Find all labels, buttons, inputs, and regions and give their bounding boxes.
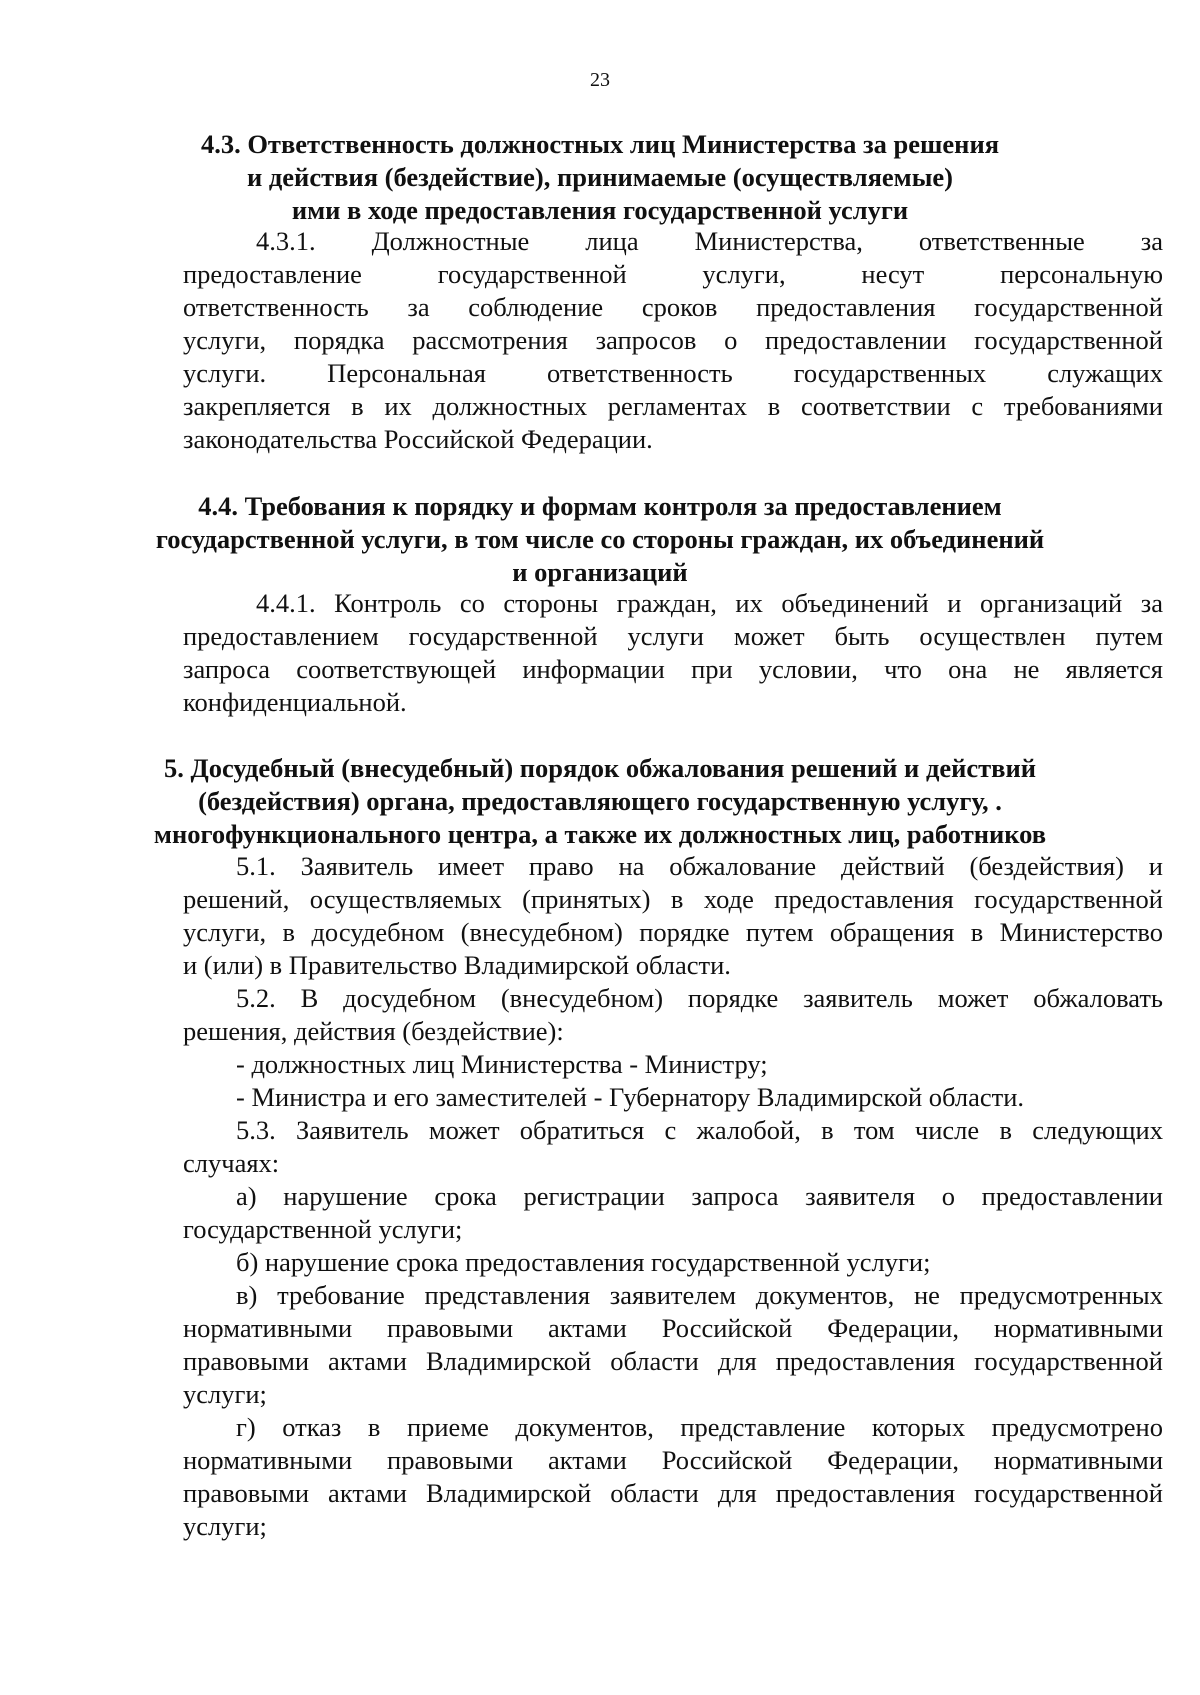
- section-4-3-heading: [0, 128, 1200, 227]
- heading-line: ими в ходе предоставления государственной услуги: [291, 195, 909, 225]
- paragraph-line: случаях:: [183, 1148, 280, 1178]
- heading-line: и организаций: [512, 557, 688, 587]
- paragraph-line: услуги. Персональная ответственность государственных служащих: [183, 358, 1163, 388]
- paragraph-line: 5.1. Заявитель имеет право на обжалование действий (бездействия) и: [236, 851, 1163, 881]
- heading-line: 5. Досудебный (внесудебный) порядок обжалования решений и действий: [163, 753, 1037, 783]
- list-item: б) нарушение срока предоставления государственной услуги;: [236, 1247, 931, 1277]
- paragraph-line: предоставлением государственной услуги может быть осуществлен путем: [183, 621, 1163, 651]
- paragraph-line: услуги;: [183, 1511, 267, 1541]
- list-item: г) отказ в приеме документов, представление которых предусмотрено: [236, 1412, 1163, 1442]
- page-number: 23: [590, 69, 610, 91]
- heading-line: (бездействия) органа, предоставляющего государственную услугу, .: [198, 786, 1002, 816]
- paragraph-line: законодательства Российской Федерации.: [183, 424, 653, 454]
- paragraph-line: нормативными правовыми актами Российской Федерации, нормативными: [183, 1313, 1163, 1343]
- paragraph-line: услуги, в досудебном (внесудебном) порядке путем обращения в Министерство: [183, 917, 1163, 947]
- paragraph-line: и (или) в Правительство Владимирской области.: [183, 950, 731, 980]
- paragraph-line: решения, действия (бездействие):: [183, 1016, 564, 1046]
- paragraph-line: предоставление государственной услуги, несут персональную: [183, 259, 1163, 289]
- heading-line: и действия (бездействие), принимаемые (осуществляемые): [247, 162, 953, 192]
- heading-line: 4.4. Требования к порядку и формам контроля за предоставлением: [198, 491, 1002, 521]
- list-item: - должностных лиц Министерства - Министру;: [236, 1049, 768, 1079]
- paragraph-line: услуги, порядка рассмотрения запросов о предоставлении государственной: [183, 325, 1163, 355]
- paragraph-line: 4.3.1. Должностные лица Министерства, ответственные за: [256, 226, 1163, 256]
- list-item: а) нарушение срока регистрации запроса заявителя о предоставлении: [236, 1181, 1163, 1211]
- paragraph-line: решений, осуществляемых (принятых) в ходе предоставления государственной: [183, 884, 1163, 914]
- paragraph-line: 4.4.1. Контроль со стороны граждан, их объединений и организаций за: [256, 588, 1163, 618]
- section-4-4-heading: [0, 490, 1200, 589]
- list-item: - Министра и его заместителей - Губернатору Владимирской области.: [236, 1082, 1024, 1112]
- paragraph-line: конфиденциальной.: [183, 687, 407, 717]
- paragraph-line: правовыми актами Владимирской области для предоставления государственной: [183, 1478, 1163, 1508]
- paragraph-line: правовыми актами Владимирской области для предоставления государственной: [183, 1346, 1163, 1376]
- section-5-heading: [0, 752, 1200, 851]
- paragraph-line: нормативными правовыми актами Российской Федерации, нормативными: [183, 1445, 1163, 1475]
- paragraph-line: государственной услуги;: [183, 1214, 463, 1244]
- paragraph-line: закрепляется в их должностных регламентах в соответствии с требованиями: [183, 391, 1163, 421]
- paragraph-line: ответственность за соблюдение сроков предоставления государственной: [183, 292, 1163, 322]
- heading-line: государственной услуги, в том числе со стороны граждан, их объединений: [155, 524, 1045, 554]
- paragraph-line: 5.2. В досудебном (внесудебном) порядке заявитель может обжаловать: [236, 983, 1163, 1013]
- paragraph-line: 5.3. Заявитель может обратиться с жалобой, в том числе в следующих: [236, 1115, 1163, 1145]
- heading-line: многофункционального центра, а также их должностных лиц, работников: [153, 819, 1047, 849]
- paragraph-line: услуги;: [183, 1379, 267, 1409]
- heading-line: 4.3. Ответственность должностных лиц Министерства за решения: [200, 129, 1000, 159]
- list-item: в) требование представления заявителем документов, не предусмотренных: [236, 1280, 1163, 1310]
- paragraph-line: запроса соответствующей информации при условии, что она не является: [183, 654, 1163, 684]
